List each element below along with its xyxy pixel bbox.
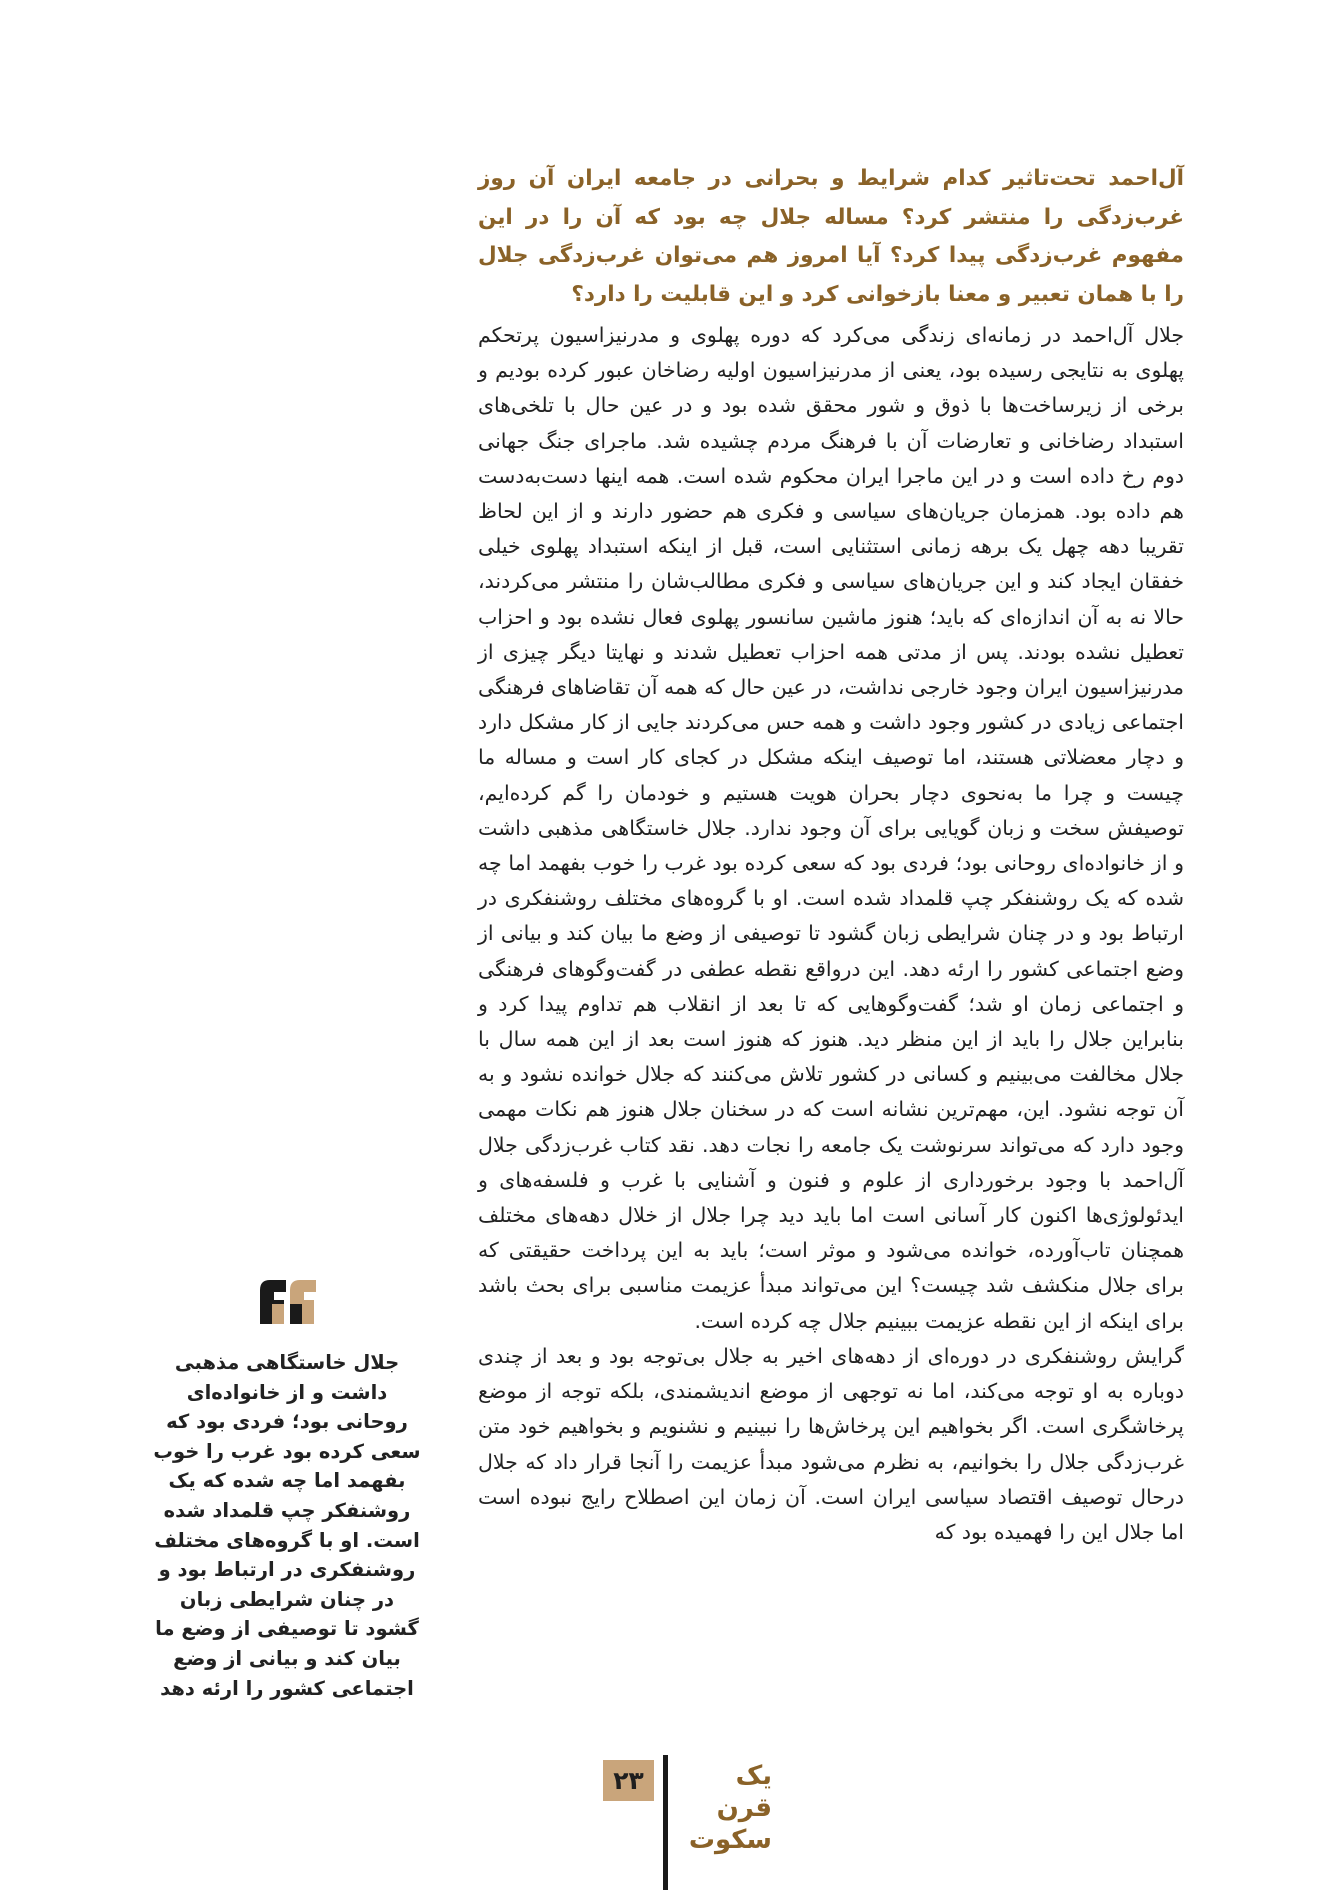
quote-mark-icon xyxy=(254,1274,320,1330)
pull-quote-text: جلال خاستگاهی مذهبی داشت و از خانواده‌ای روحانی بود؛ فردی بود که سعی کرده بود غرب را خوب بفهمد اما چه شده که یک روشنفکر چپ قلمداد شده است. او با گروه‌های مختلف روشنفکری در ارتباط بود و در چنان شرایطی زبان گشود تا توصیفی از وضع ما بیان کند و بیانی از وضع اجتماعی کشور را ارئه دهد xyxy=(153,1351,421,1700)
page-number: ۲۳ xyxy=(603,1760,654,1801)
answer-paragraph-1: جلال آل‌احمد در زمانه‌ای زندگی می‌کرد که دوره پهلوی و مدرنیزاسیون پرتحکم پهلوی به نتایجی رسیده بود، یعنی از مدرنیزاسیون اولیه رضاخان عبور کرده بودیم و برخی از زیرساخت‌ها با ذوق و شور محقق شده بود و در عین حال با تلخی‌های استبداد رضاخانی و تعارضات آن با فرهنگ مردم چشیده شد. ماجرای جنگ جهانی دوم رخ داده است و در این ماجرا ایران محکوم شده است. همه اینها دست‌به‌دست هم داده بود. همزمان جریان‌های سیاسی و فکری هم حضور دارند و از این لحاظ تقریبا دهه چهل یک برهه زمانی استثنایی است، قبل از اینکه استبداد پهلوی خیلی خفقان ایجاد کند و این جریان‌های سیاسی و فکری مطالب‌شان را منتشر می‌کردند، حالا نه به آن اندازه‌ای که باید؛ هنوز ماشین سانسور پهلوی فعال نشده بود و احزاب تعطیل نشده بودند. پس از مدتی همه احزاب تعطیل شدند و نهایتا دیگر چیزی از مدرنیزاسیون ایران وجود خارجی نداشت، در عین حال که همه آن تقاضاهای فرهنگی اجتماعی زیادی در کشور وجود داشت و همه حس می‌کردند جایی از کار مشکل دارد و دچار معضلاتی هستند، اما توصیف اینکه مشکل در کجای کار است و مساله ما چیست و چرا ما به‌نحوی دچار بحران هویت هستیم و خودمان را گم کرده‌ایم، توصیفش سخت و زبان گویایی برای آن وجود ندارد. جلال خاستگاهی مذهبی داشت و از خانواده‌ای روحانی بود؛ فردی بود که سعی کرده بود غرب را خوب بفهمد اما چه شده که یک روشنفکر چپ قلمداد شده است. او با گروه‌های مختلف روشنفکری در ارتباط بود و در چنان شرایطی زبان گشود تا توصیفی از وضع ما بیان کند و بیانی از وضع اجتماعی کشور را ارئه دهد. این درواقع نقطه عطفی در گفت‌وگوهای فرهنگی و اجتماعی زمان او شد؛ گفت‌وگوهایی که تا بعد از انقلاب هم تداوم پیدا کرد و بنابراین جلال را باید از این منظر دید. هنوز که هنوز است بعد از این همه سال با جلال مخالفت می‌بینیم و کسانی در کشور تلاش می‌کنند که جلال خوانده نشود و به آن توجه نشود. این، مهم‌ترین نشانه است که در سخنان جلال هنوز هم نکات مهمی وجود دارد که می‌تواند سرنوشت یک جامعه را نجات دهد. نقد کتاب غرب‌زدگی جلال آل‌احمد با وجود برخورداری از علوم و فنون و آشنایی با غرب و فلسفه‌های و ایدئولوژی‌ها اکنون کار آسانی است اما باید دید چرا جلال از خلال دهه‌های مختلف همچنان تاب‌آورده، خوانده می‌شود و موثر است؛ باید به این پرداخت حقیقتی که برای جلال منکشف شد چیست؟ این می‌تواند مبدأ عزیمت مناسبی برای بحث باشد برای اینکه از این نقطه عزیمت ببینیم جلال چه کرده است. xyxy=(478,323,1184,1333)
article-column xyxy=(478,160,1184,1550)
pull-quote xyxy=(150,1274,424,1703)
answer-paragraph-2: گرایش روشنفکری در دوره‌ای از دهه‌های اخیر به جلال بی‌توجه بود و بعد از چندی دوباره به او توجه می‌کند، اما نه توجهی از موضع اندیشمندی، بلکه توجه از موضع پرخاشگری است. اگر بخواهیم این پرخاش‌ها را نبینیم و نشنویم و بخواهیم خود متن غرب‌زدگی جلال را بخوانیم، به نظرم می‌شود مبدأ عزیمت را آنجا قرار داد که جلال درحال توصیف اقتصاد سیاسی ایران است. آن زمان این اصطلاح رایج نبوده است اما جلال این را فهمیده بود که xyxy=(478,1343,1184,1544)
magazine-name-line1: یک قرن xyxy=(716,1761,772,1823)
magazine-name-line2: سکوت xyxy=(688,1825,772,1855)
magazine-name xyxy=(682,1760,772,1856)
interview-question: آل‌احمد تحت‌تاثیر کدام شرایط و بحرانی در جامعه ایران آن روز غرب‌زدگی را منتشر کرد؟ مساله جلال چه بود که آن را در این مفهوم غرب‌زدگی پیدا کرد؟ آیا امروز هم می‌توان غرب‌زدگی جلال را با همان تعبیر و معنا بازخوانی کرد و این قابلیت را دارد؟ xyxy=(478,166,1184,307)
footer-divider xyxy=(663,1755,668,1890)
